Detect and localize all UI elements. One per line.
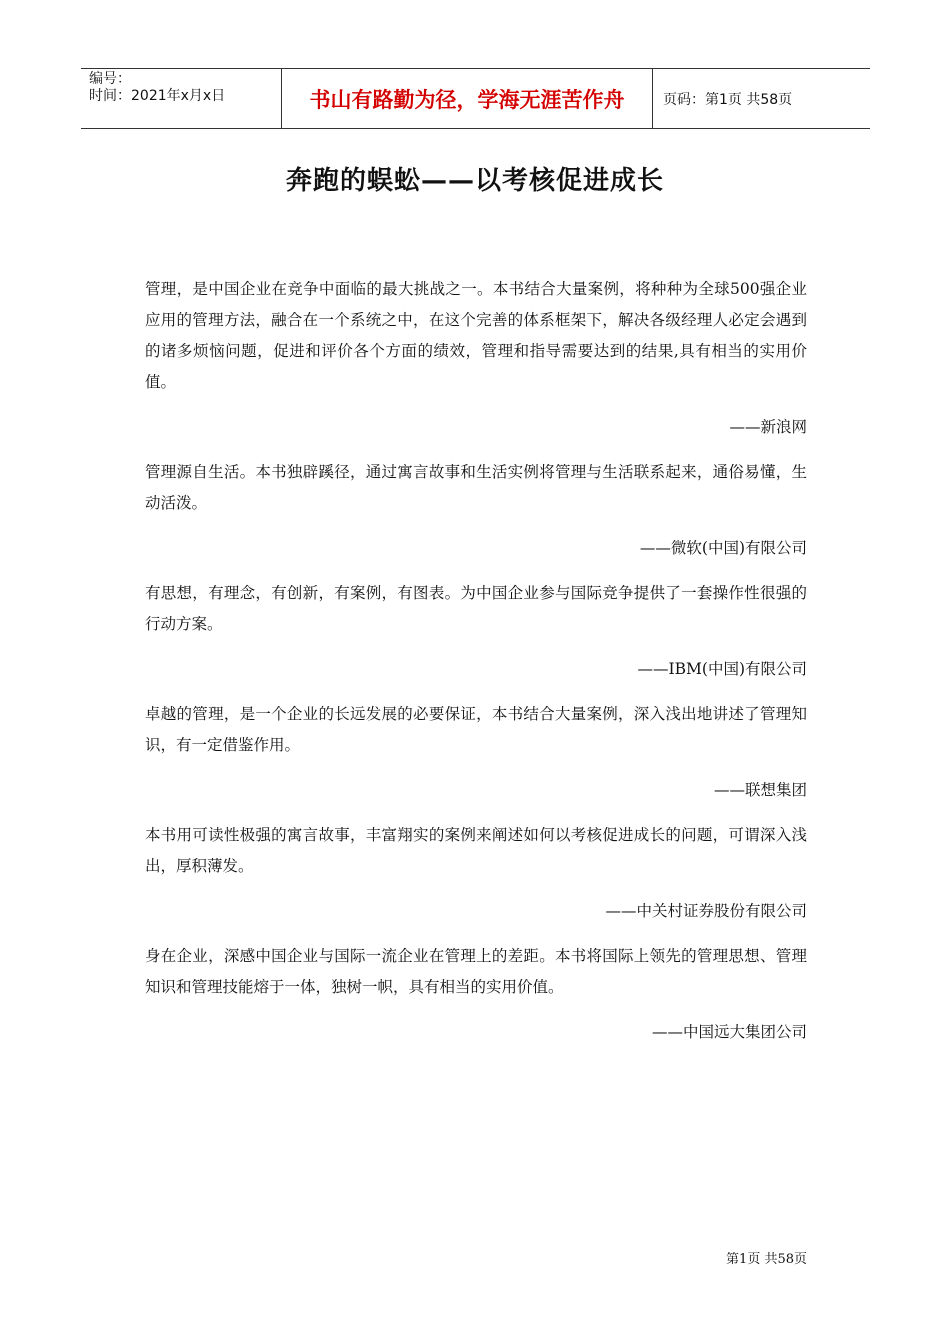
review-source: ——新浪网 <box>729 418 807 436</box>
review-source: ——中关村证券股份有限公司 <box>605 902 807 920</box>
page-header <box>81 68 870 129</box>
review-text: 卓越的管理，是一个企业的长远发展的必要保证，本书结合大量案例，深入浅出地讲述了管理知识，有一定借鉴作用。 <box>145 705 807 754</box>
review-source: ——联想集团 <box>713 781 807 799</box>
header-motto: 书山有路勤为径，学海无涯苦作舟 <box>281 69 653 128</box>
review-text: 管理源自生活。本书独辟蹊径，通过寓言故事和生活实例将管理与生活联系起来，通俗易懂，生动活泼。 <box>145 463 807 512</box>
time-label: 时间：2021年x月x日 <box>89 88 226 104</box>
review-source: ——中国远大集团公司 <box>651 1023 807 1041</box>
review-text: 管理，是中国企业在竞争中面临的最大挑战之一。本书结合大量案例，将种种为全球500强企业应用的管理方法，融合在一个系统之中，在这个完善的体系框架下，解决各级经理人必定会遇到的诸多烦恼问题，促进和评价各个方面的绩效，管理和指导需要达到的结果,具有相当的实用价值。 <box>145 280 807 391</box>
review-source: ——微软(中国)有限公司 <box>639 539 807 557</box>
number-label: 编号： <box>89 71 131 87</box>
review-text: 本书用可读性极强的寓言故事，丰富翔实的案例来阐述如何以考核促进成长的问题，可谓深入浅出，厚积薄发。 <box>145 826 807 875</box>
review-source: ——IBM(中国)有限公司 <box>637 660 807 678</box>
review-text: 身在企业，深感中国企业与国际一流企业在管理上的差距。本书将国际上领先的管理思想、管理知识和管理技能熔于一体，独树一帜，具有相当的实用价值。 <box>145 947 807 996</box>
page-footer: 第1页 共58页 <box>726 1252 807 1267</box>
reviews-section <box>145 274 807 1062</box>
review-text: 有思想，有理念，有创新，有案例，有图表。为中国企业参与国际竞争提供了一套操作性很强的行动方案。 <box>145 584 807 633</box>
document-title: 奔跑的蜈蚣——以考核促进成长 <box>285 166 664 196</box>
header-page-number: 页码：第1页 共58页 <box>663 91 793 108</box>
header-meta <box>81 69 281 128</box>
